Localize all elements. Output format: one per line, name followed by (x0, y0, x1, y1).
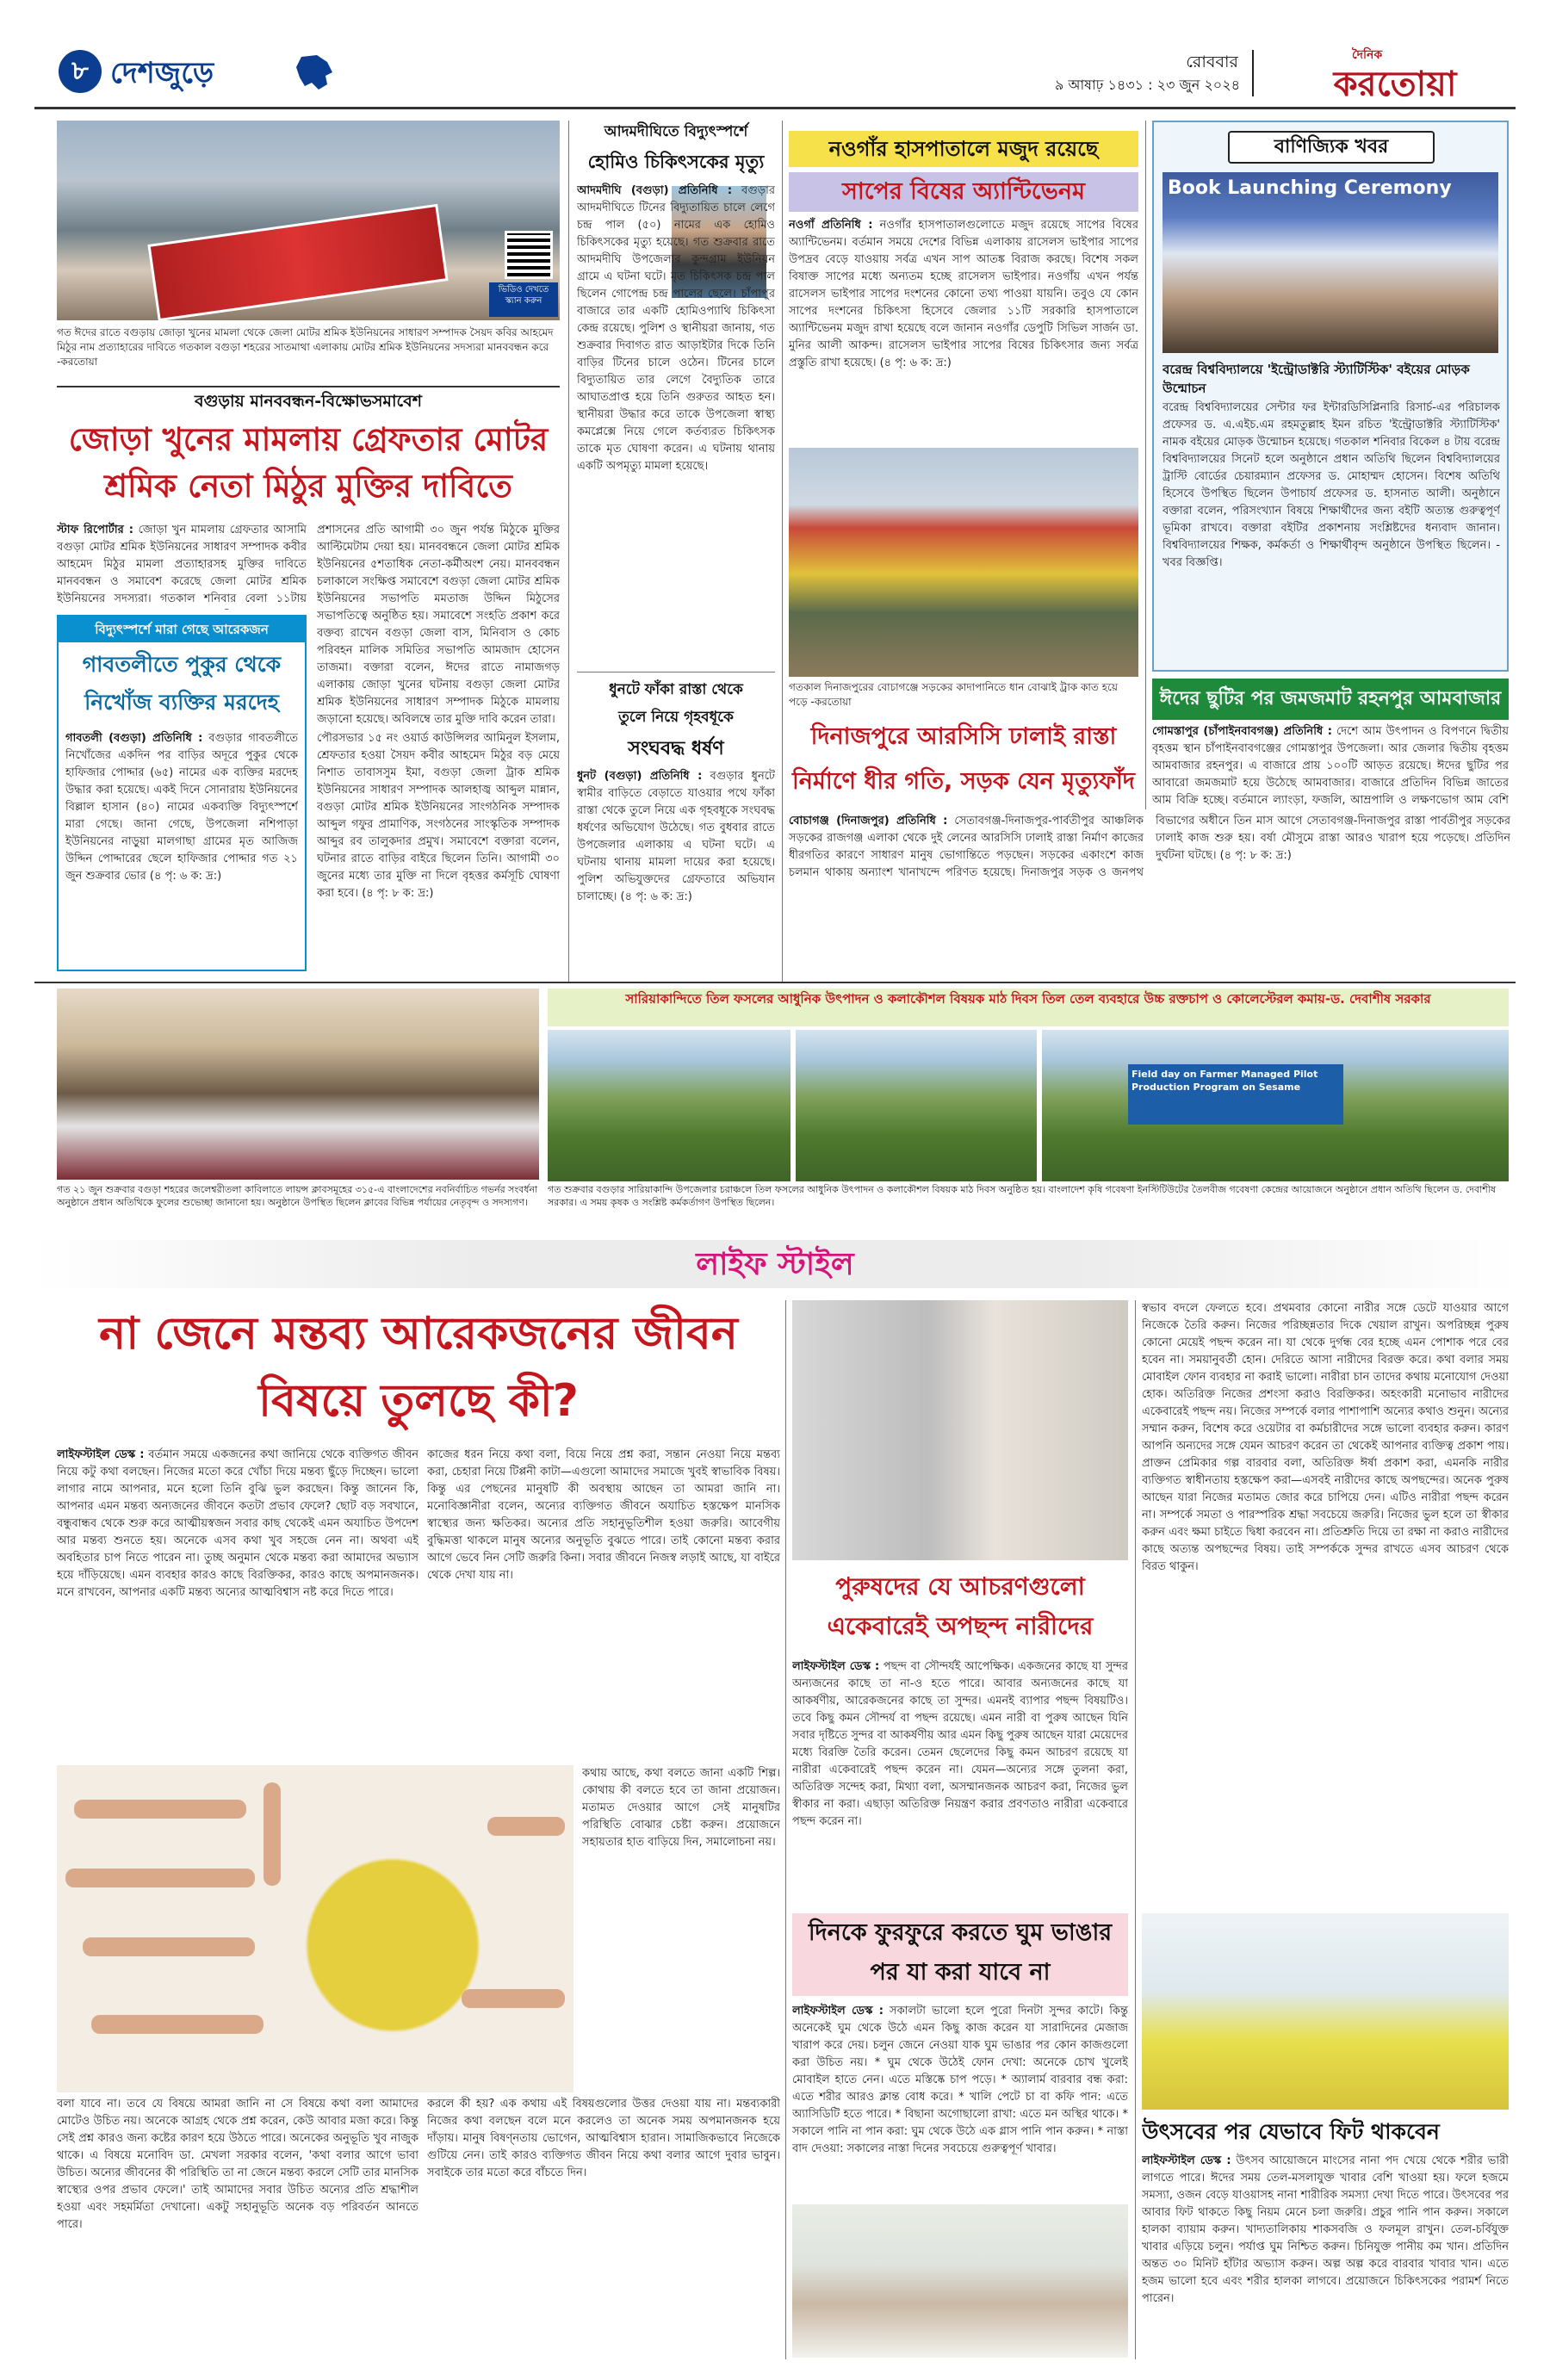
col-divider-2 (782, 121, 783, 982)
dhunat-kicker: ধুনটে ফাঁকা রাস্তা থেকে (609, 681, 743, 698)
lead-caption-credit: -করতোয়া (57, 356, 98, 368)
sleep-headline: দিনকে ফুরফুরে করতে ঘুম ভাঙার পর যা করা যাবে না (792, 1913, 1128, 1996)
dhunat-headline: সংঘবদ্ধ ধর্ষণ (628, 738, 724, 759)
lifestyle-section-head: লাইফ স্টাইল (696, 1246, 854, 1282)
protest-banner (147, 204, 448, 320)
morning-stretch-photo (792, 2204, 1128, 2358)
sleep-body: লাইফস্টাইল ডেস্ক : সকালটা ভালো হলে পুরো দিনটা সুন্দর কাটে। কিন্তু অনেকেই ঘুম থেকে উঠে এমন কিছু কাজ করেন যা সারাদিনের মেজাজ খারাপ করে দেয়। চলুন জেনে নেওয়া যাক ঘুম ভাঙার পর কোন কাজগুলো করা উচিত নয়। * ঘুম থেকে উঠেই ফোন দেখা: অনেকে চোখ খুলেই মোবাইল হাতে নেন। এতে মস্তিষ্কে চাপ পড়ে। * অ্যালার্ম বারবার বন্ধ করা: এতে শরীর আরও ক্লান্ত বোধ করে। * খালি পেটে চা বা কফি পান: এতে অ্যাসিডিটি হতে পারে। * বিছানা অগোছালো রাখা: এতে মন অস্থির থাকে। * সকালে পানি না পান করা: ঘুম থেকে উঠে এক গ্লাস পানি পান করুন। * নাস্তা বাদ দেওয়া: সকালের নাস্তা দিনের সবচেয়ে গুরুত্বপূর্ণ খাবার। (792, 2005, 1128, 2155)
naogaon-headline: সাপের বিষের অ্যান্টিভেনম (789, 172, 1138, 212)
adamdighi-headline: হোমিও চিকিৎসকের মৃত্যু (587, 152, 765, 172)
lifestyle-main-body-col4: বলা যাবে না। তবে যে বিষয়ে আমরা জানি না সে বিষয়ে কথা বলা আমাদের মোটেও উচিত নয়। অনেকে আগ্রহ থেকে প্রশ্ন করেন, কেউ আবার মজা করে। কিন্তু সেই প্রশ্ন কারও জন্য কষ্টের কারণ হয়ে উঠতে পারে। অনেকের অনুভূতি খুব নাজুক থাকে। এ বিষয়ে মনোবিদ ডা. মেখলা সরকার বলেন, 'কথা বলার আগে ভাবা উচিত। অন্যের জীবনের কী পরিস্থিতি তা না জেনে মন্তব্য করলে সেটি তার মানসিক স্বাস্থ্যের ওপর প্রভাব ফেলে।' তাই আমাদের সবার উচিত অন্যের প্রতি শ্রদ্ধাশীল হওয়া এবং সহমর্মিতা দেখানো। একটু সহানুভূতি অনেক বড় পরিবর্তন আনতে পারে। (57, 2098, 418, 2231)
lead-body-col2: প্রশাসনের প্রতি আগামী ৩০ জুন পর্যন্ত মিঠুকে মুক্তির আল্টিমেটাম দেয়া হয়। মানববন্ধনে জেলা মোটর শ্রমিক ইউনিয়নের ৫শতাধিক নেতা-কর্মীঅংশ নেয়। মানববন্ধন চলাকালে সংক্ষিপ্ত সমাবেশে বগুড়া জেলা মোটর শ্রমিক ইউনিয়নের সভাপতি মমতাজ উদ্দিন মিঠুসের সভাপতিত্বে অনুষ্ঠিত হয়। সমাবেশে সংহতি প্রকাশ করে বক্তব্য রাখেন বগুড়া জেলা বাস, মিনিবাস ও কোচ পরিবহন মালিক সমিতির সভাপতি আমজাদ হোসেন তাজমা। বক্তারা বলেন, ঈদের রাতে নামাজগড় এলাকায় জোড়া খুনের ঘটনায় বগুড়া জেলা মোটর শ্রমিক ইউনিয়নের সাধারণ সম্পাদক মিঠুকে মামলায় জড়ানো হয়েছে। অবিলম্বে তার মুক্তি দাবি করেন তারা। (317, 524, 560, 726)
lead-photo (57, 121, 560, 320)
truck-caption-credit: -করতোয়া (810, 696, 852, 708)
weekday: রোববার (1186, 53, 1238, 71)
book-launch-banner-text: Book Launching Ceremony (1168, 177, 1452, 199)
festival-body: লাইফস্টাইল ডেস্ক : উৎসব আয়োজনে মাংসের নানা পদ খেয়ে থেকে শরীর ভারী লাগতে পারে। ঈদের সময় তেল-মসলাযুক্ত খাবার বেশি খাওয়া হয়। ফলে হজমে সমস্যা, ওজন বেড়ে যাওয়াসহ নানা শারীরিক সমস্যা দেখা দিতে পারে। উৎসবের পর আবার ফিট থাকতে কিছু নিয়ম মেনে চলা জরুরি। প্রচুর পানি পান করুন। সকালে হালকা ব্যায়াম করুন। খাদ্যতালিকায় শাকসবজি ও ফলমূল রাখুন। তেল-চর্বিযুক্ত খাবার এড়িয়ে চলুন। পর্যাপ্ত ঘুম নিশ্চিত করুন। চিনিযুক্ত পানীয় কম খান। প্রতিদিন অন্তত ৩০ মিনিট হাঁটার অভ্যাস করুন। অল্প অল্প করে বারবার খাবার খান। এতে হজম ভালো হবে এবং শরীর হালকা লাগবে। প্রয়োজনে চিকিৎসকের পরামর্শ নিতে পারেন। (1142, 2154, 1509, 2305)
sesame-caption: গত শুক্রবার বগুড়ার সারিয়াকান্দি উপজেলার চরাঞ্চলে তিল ফসলের আধুনিক উৎপাদন ও কলাকৌশল বিষয়ক মাঠ দিবস অনুষ্ঠিত হয়। বাংলাদেশ কৃষি গবেষণা ইনস্টিটিউটের তৈলবীজ গবেষণা কেন্দ্রের আয়োজনে অনুষ্ঠানে প্রধান অতিথি ছিলেন ড. দেবাশীষ সরকার। এ সময় কৃষক ও সংশ্লিষ্ট কর্মকর্তাগণ উপস্থিত ছিলেন। (548, 1184, 1496, 1208)
lead-headline: জোড়া খুনের মামলায় গ্রেফতার মোটর শ্রমিক নেতা মিঠুর মুক্তির দাবিতে (68, 421, 549, 505)
commerce-body: বরেন্দ্র বিশ্ববিদ্যালয়ের সেন্টার ফর ইন্টারডিসিপ্লিনারি রিসার্চ-এর পরিচালক প্রফেসর ড. এ.এইচ.এম রহমতুল্লাহ ইমন রচিত 'ইন্ট্রোডাক্টরি স্ট্যাটিস্টিক' নামক বইয়ের মোড়ক উন্মোচন হয়েছে। গতকাল শনিবার বিকেল ৪ টায় বরেন্দ্র বিশ্ববিদ্যালয়ের সিনেট হলে অনুষ্ঠানে প্রধান অতিথি ছিলেন বিশ্ববিদ্যালয়ের ট্রাস্টি বোর্ডের চেয়ারম্যান প্রফেসর ড. মোহাম্মদ হোসেন। বিশেষ অতিথি হিসেবে উপস্থিত ছিলেন উপাচার্য প্রফেসর ড. হাসনাত আলী। অনুষ্ঠানে বক্তারা বলেন, পরিসংখ্যান বিষয়ে শিক্ষার্থীদের জন্য বইটি অত্যন্ত গুরুত্বপূর্ণ ভূমিকা রাখবে। বক্তারা বইটির প্রকাশনায় সংশ্লিষ্টদের ধন্যবাদ জানান। বিশ্ববিদ্যালয়ের শিক্ষক, কর্মকর্তা ও শিক্ষার্থীবৃন্দ অনুষ্ঠানে উপস্থিত ছিলেন। - খবর বিজ্ঞপ্তি। (1162, 401, 1500, 569)
men-body: লাইফস্টাইল ডেস্ক : পছন্দ বা সৌন্দর্যই আপেক্ষিক। একজনের কাছে যা সুন্দর অন্যজনের কাছে তা না-ও হতে পারে। আবার অন্যজনের কাছে যা আকর্ষণীয়, আরেকজনের কাছে তা সুন্দর। এমনই ব্যাপার পছন্দ বিষয়টিও। তবে কিছু কমন সৌন্দর্য বা পছন্দ রয়েছে। এমন নারী বা পুরুষ আছেন যিনি সবার দৃষ্টিতে সুন্দর বা আকর্ষণীয় আর এমন কিছু পুরুষ আছেন যারা মেয়েদের মধ্যে বিরক্তি তৈরি করেন। তেমন ছেলেদের কিছু কমন আচরণ রয়েছে যা নারীরা একেবারেই পছন্দ করেন না। যেমন—অন্যের সঙ্গে তুলনা করা, অতিরিক্ত সন্দেহ করা, মিথ্যা বলা, অসম্মানজনক আচরণ করা, নিজের ভুল স্বীকার না করা। এছাড়া অতিরিক্ত নিয়ন্ত্রণ করার প্রবণতাও নারীরা একেবারে পছন্দ করেন না। (792, 1660, 1128, 1828)
mango-body: গোমস্তাপুর (চাঁপাইনবাবগঞ্জ) প্রতিনিধি : দেশে আম উৎপাদন ও বিপণনে দ্বিতীয় বৃহত্তম স্থান চাঁপাইনবাবগঞ্জের গোমস্তাপুর উপজেলা। আর জেলার দ্বিতীয় বৃহত্তম আমবাজার রহনপুর। এ বাজারে প্রায় ১০০টি আড়ত রয়েছে। ঈদের ছুটির পর আবারো জমজমাট হয়ে উঠেছে আমবাজার। বাজারে প্রতিদিন বিভিন্ন জাতের আম বিক্রি হচ্ছে। বর্তমানে ল্যাংড়া, ফজলি, আম্রপালি ও লক্ষণভোগ আম বেশি (1152, 725, 1509, 807)
festival-headline: উৎসবের পর যেভাবে ফিট থাকবেন (1142, 2119, 1440, 2144)
commerce-headline: বরেন্দ্র বিশ্ববিদ্যালয়ে 'ইন্ট্রোডাক্টরি স্ট্যাটিস্টিক' বইয়ের মোড়ক উন্মোচন (1162, 362, 1470, 396)
lifestyle-main-headline: না জেনে মন্তব্য আরেকজনের জীবন বিষয়ে তুলছে কী? (99, 1308, 738, 1427)
qr-code (505, 231, 553, 279)
lead-body-col3: পৌরসভার ১৫ নং ওয়ার্ড কাউন্সিলর আমিনুল ইসলাম, শ্রেফতার হওয়া সৈয়দ কবীর আহমেদ মিঠুর বড় মেয়ে নিশাত তাবাসসুম ইমা, বগুড়া জেলা ট্রাক শ্রমিক ইউনিয়নের সাধারণ সম্পাদক আলহাজ্ব আব্দুল মান্নান, বগুড়া মোটর শ্রমিক ইউনিয়নের সাংগঠনিক সম্পাদক আব্দুল গফুর প্রামাণিক, সংগঠনের সাংস্কৃতিক সম্পাদক আব্দুর রব তালুকদার প্রমুখ। সমাবেশে বক্তারা বলেন, ঘটনার রাতে বাড়ির বাইরে ছিলেন তিনি। আগামী ৩০ জুনের মধ্যে তার মুক্তি না দিলে বৃহত্তর কর্মসূচি ঘোষণা করা হবে। (৪ পৃ: ৮ ক: দ্র:) (317, 732, 560, 900)
bangladesh-map-icon (293, 53, 336, 91)
mango-headline: ঈদের ছুটির পর জমজমাট রহনপুর আমবাজার (1152, 679, 1509, 720)
sesame-headline: সারিয়াকান্দিতে তিল ফসলের আধুনিক উৎপাদন ও কলাকৌশল বিষয়ক মাঠ দিবস তিল তেল ব্যবহারে উচ্চ রক্তচাপ ও কোলেস্টেরল কমায়-ড. দেবাশীষ সরকার (548, 989, 1509, 1026)
lead-caption: গত ঈদের রাতে বগুড়ায় জোড়া খুনের মামলা থেকে জেলা মোটর শ্রমিক ইউনিয়নের সাধারণ সম্পাদক সৈয়দ কবির আহমেদ মিঠুর নাম প্রত্যাহারের দাবিতে গতকাল বগুড়া শহরের সাতমাথা এলাকায় মোটর শ্রমিক ইউনিয়নের সদস্যরা মানববন্ধন করে -করতোয়া (57, 326, 554, 368)
fitness-photo (1142, 1913, 1509, 2110)
col-divider-3 (1145, 121, 1146, 809)
couple-photo (792, 1300, 1128, 1560)
dhunat-sub: তুলে নিয়ে গৃহবধূকে (618, 709, 734, 726)
dinajpur-body: বোচাগঞ্জ (দিনাজপুর) প্রতিনিধি : সেতাবগঞ্জ-দিনাজপুর-পার্বতীপুর আঞ্চলিক সড়কের রাজগঞ্জ এলাকা থেকে দুই লেনের আরসিসি ঢালাই রাস্তা নির্মাণ কাজের ধীরগতির কারণে সাধারণ মানুষ ভোগান্তিতে পড়ছেন। সড়কের একাংশে কাজ চলমান থাকায় অন্যাংশ খানাখন্দে পরিণত হয়েছে। দিনাজপুর সড়ক ও জনপথ বিভাগের অধীনে তিন মাস আগে সেতাবগঞ্জ-দিনাজপুর রাস্তা পার্বতীপুর সড়কের ঢালাই কাজ শুরু হয়। বর্ষা মৌসুমে রাস্তা আরও খারাপ হয়ে পড়েছে। প্রতিদিন দুর্ঘটনা ঘটছে। (৪ পৃ: ৮ ক: দ্র:) (789, 815, 1510, 879)
dinajpur-headline: দিনাজপুরে আরসিসি ঢালাই রাস্তা নির্মাণে ধীর গতি, সড়ক যেন মৃত্যুফাঁদ (792, 723, 1135, 795)
naogaon-body: নওগাঁ প্রতিনিধি : নওগাঁর হাসপাতালগুলোতে মজুদ রয়েছে সাপের বিষের অ্যান্টিভেনম। বর্তমান সময়ে দেশের বিভিন্ন এলাকায় রাসেলস ভাইপার সাপের উপদ্রব বেড়ে যাওয়ায় সর্বত্র এখন সাপ আতঙ্ক বিরাজ করছে। বিশেষ সকল বিষাক্ত সাপের মধ্যে অন্যতম হচ্ছে রাসেলস ভাইপার। নওগাঁয় এখন পর্যন্ত রাসেলস ভাইপার সাপের দংশনের কোনো তথ্য পাওয়া যায়নি। তবুও যে কোন সাপের দংশনের চিকিৎসা হিসেবে জেলার ১১টি সরকারি হাসপাতালে অ্যান্টিভেনম মজুদ রাখা হয়েছে বলে জানান নওগাঁর ডেপুটি সিভিল সার্জন ডা. মুনির আলী আকন্দ। রাসেলস ভাইপার সাপের বিষের চিকিৎসার জন্য সর্বত্র প্রস্তুতি রাখা হয়েছে। (৪ পৃ: ৬ ক: দ্র:) (789, 219, 1138, 369)
date-line: ৯ আষাঢ় ১৪৩১ : ২৩ জুন ২০২৪ (1055, 77, 1240, 93)
col-divider-1 (568, 121, 569, 982)
lead-kicker: বগুড়ায় মানববন্ধন-বিক্ষোভসমাবেশ (57, 386, 560, 410)
adamdighi-body: আদমদীঘি (বগুড়া) প্রতিনিধি : বগুড়ার আদমদীঘিতে টিনের বিদ্যুতায়িত চালে লেগে চন্দ্র পাল (৫০) নামের এক হোমিও চিকিৎসকের মৃত্যু হয়েছে। গত শুক্রবার রাতে আদমদীঘি উপজেলার কুন্দগ্রাম ইউনিয়ন গ্রামে এ ঘটনা ঘটে। মৃত চিকিৎসক চন্দ্র পাল ছিলেন গোপেন্দ্র চন্দ্র পালের ছেলে। চাঁপাপুর বাজারে তার একটি হোমিওপ্যাথি চিকিৎসা কেন্দ্র রয়েছে। পুলিশ ও স্থানীয়রা জানায়, গত শুক্রবার দিবাগত রাত আড়াইটার দিকে তিনি বাড়ির টিনের চালে ওঠেন। টিনের চালে বিদ্যুতায়িত তার লেগে বৈদ্যুতিক তারে আঘাতপ্রাপ্ত হয়ে তিনি গুরুতর আহত হন। স্থানীয়রা উদ্ধার করে তাকে উপজেলা স্বাস্থ্য কমপ্লেক্সে নিয়ে গেলে কর্তব্যরত চিকিৎসক তাকে মৃত ঘোষণা করেন। এ ঘটনায় থানায় একটি অপমৃত্যু মামলা হয়েছে। (577, 184, 775, 473)
paper-name-small: দৈনিক (1352, 48, 1383, 62)
lifestyle-main-body-col3: কথায় আছে, কথা বলতে জানা একটি শিল্প। কোথায় কী বলতে হবে তা জানা প্রয়োজন। মতামত দেওয়ার আগে সেই মানুষটির পরিস্থিতি বোঝার চেষ্টা করুন। প্রয়োজনে সহায়তার হাত বাড়িয়ে দিন, সমালোচনা নয়। (582, 1767, 780, 1849)
col-divider-5 (1135, 1300, 1136, 2359)
strip-rule (34, 982, 1516, 983)
section-name: দেশজুড়ে (110, 56, 214, 90)
field-day-sign: Field day on Farmer Managed Pilot Production Program on Sesame (1128, 1064, 1343, 1125)
sesame-field-photo-1 (548, 1030, 790, 1181)
sesame-field-photo-3 (1042, 1030, 1509, 1181)
qr-note: ভিডিও দেখতে স্ক্যান করুন (489, 282, 558, 317)
masthead (34, 43, 1516, 103)
truck-caption: গতকাল দিনাজপুরের বোচাগঞ্জে সড়কের কাদাপানিতে ধান বোঝাই ট্রাক কাত হয়ে পড়ে -করতোয়া (789, 681, 1118, 708)
book-launch-photo (1162, 172, 1498, 353)
gabtoli-headline: গাবতলীতে পুকুর থেকে নিখোঁজ ব্যক্তির মরদেহ (82, 652, 282, 715)
paper-name: করতোয়া (1333, 65, 1457, 100)
lions-club-caption: গত ২১ জুন শুক্রবার বগুড়া শহরের জলেশ্বরীতলা কাবিলাতে লায়ন্স ক্লাবসমূহের ৩১৫-এ বাংলাদেশের নবনির্বাচিত গভর্নর সংবর্ধনা অনুষ্ঠানে প্রধান অতিথিকে ফুলের শুভেচ্ছা জানানো হয়। অনুষ্ঠানে উপস্থিত ছিলেন ক্লাবের বিভিন্ন পর্যায়ের নেতৃবৃন্দ ও সদস্যগণ। (57, 1184, 538, 1208)
gabtoli-body: গাবতলী (বগুড়া) প্রতিনিধি : বগুড়ার গাবতলীতে নিখোঁজের একদিন পর বাড়ির অদূরে পুকুর থেকে হাফিজার পোদ্দার (৬৫) নামের এক ব্যক্তির মরদেহ উদ্ধার করা হয়েছে। একই দিনে সোনারায় ইউনিয়নের বিল্লাল হাসান (৪০) নামের একব্যক্তি বিদ্যুৎস্পর্শে মারা গেছে। জানা গেছে, উপজেলা নশিপাড়া ইউনিয়নের নাড়ুয়া মালগাছা গ্রামের মৃত আজিজ উদ্দিন পোদ্দারের ছেলে হাফিজার পোদ্দার গত ২১ জুন শুক্রবার ভোর (৪ পৃ: ৬ ক: দ্র:) (65, 732, 298, 883)
lead-body-col1: স্টাফ রিপোর্টার : জোড়া খুন মামলায় গ্রেফতার আসামি বগুড়া মোটর শ্রমিক ইউনিয়নের সাধারণ সম্পাদক কবীর আহমেদ মিঠুর মামলা প্রত্যাহারসহ মুক্তির দাবিতে মানববন্ধন ও সমাবেশ করেছে জেলা মোটর শ্রমিক ইউনিয়নের সদস্যরা। গতকাল শনিবার বেলা ১১টায় (57, 524, 307, 605)
pointing-fingers-photo (57, 1765, 574, 2092)
adamdighi-kicker: আদমদীঘিতে বিদ্যুৎস্পর্শে (604, 123, 748, 140)
men-headline: পুরুষদের যে আচরণগুলো একেবারেই অপছন্দ নারীদের (827, 1572, 1094, 1640)
sesame-field-photo-2 (796, 1030, 1037, 1181)
dhunat-body: ধুনট (বগুড়া) প্রতিনিধি : বগুড়ার ধুনটে স্বামীর বাড়িতে বেড়াতে যাওয়ার পথে ফাঁকা রাস্তা থেকে তুলে নিয়ে এক গৃহবধূকে সংঘবদ্ধ ধর্ষণের অভিযোগ উঠেছে। গত বুধবার রাতে উপজেলার এলাকায় এ ঘটনা ঘটে। এ ঘটনায় থানায় মামলা দায়ের করা হয়েছে। পুলিশ অভিযুক্তদের গ্রেফতারে অভিযান চালাচ্ছে। (৪ পৃ: ৬ ক: দ্র:) (577, 770, 775, 903)
masthead-divider (1252, 50, 1254, 96)
masthead-rule (34, 107, 1516, 109)
men-body-continued: স্বভাব বদলে ফেলতে হবে। প্রথমবার কোনো নারীর সঙ্গে ডেটে যাওয়ার আগে নিজেকে তৈরি করুন। নিজের পরিচ্ছন্নতার দিকে খেয়াল রাখুন। অপরিচ্ছন্ন পুরুষ কোনো মেয়েই পছন্দ করেন না। যা থেকে দুর্গন্ধ বের হচ্ছে এমন পোশাক পরে বের হবেন না। সময়ানুবর্তী হোন। দেরিতে আসা নারীদের বিরক্ত করে। কথা বলার সময় মোবাইল ফোন ব্যবহার না করাই ভালো। নারীরা চান তাদের কথায় মনোযোগ দেওয়া হোক। অতিরিক্ত নিজের প্রশংসা করাও বিরক্তিকর। অহংকারী মনোভাব নারীদের একেবারেই পছন্দ নয়। নিজের সম্পর্কে বলার পাশাপাশি অন্যের কথাও শুনুন। অন্যের সম্মান করুন, বিশেষ করে ওয়েটার বা কর্মচারীদের সঙ্গে ভালো ব্যবহার করুন। কারণ আপনি অন্যদের সঙ্গে যেমন আচরণ করেন তা থেকেই আপনার ব্যক্তিত্ব প্রকাশ পায়। প্রাক্তন প্রেমিকার গল্প বারবার বলা, অতিরিক্ত ঈর্ষা প্রকাশ করা, এমনকি নারীর ব্যক্তিগত স্বাধীনতায় হস্তক্ষেপ করা—এসবই নারীদের কাছে অপছন্দের। অনেক পুরুষ আছেন যারা নিজের মতামত জোর করে চাপিয়ে দেন। এটিও নারীরা পছন্দ করেন না। সম্পর্কে সমতা ও পারস্পরিক শ্রদ্ধা সবচেয়ে জরুরি। নিজের ভুল হলে তা স্বীকার করুন এবং ক্ষমা চাইতে দ্বিধা করবেন না। প্রতিশ্রুতি দিয়ে তা রক্ষা না করাও নারীদের কাছে অত্যন্ত অপছন্দের বিষয়। তাই সম্পর্ককে সুন্দর রাখতে এসব আচরণ থেকে বিরত থাকুন। (1142, 1302, 1509, 1573)
lifestyle-main-body-col2: কাজের ধরন নিয়ে কথা বলা, বিয়ে নিয়ে প্রশ্ন করা, সন্তান নেওয়া নিয়ে মন্তব্য করা, চেহারা নিয়ে টিপ্পনী কাটা—এগুলো আমাদের সমাজে খুবই স্বাভাবিক বিষয়। কিন্তু এর পেছনের মানুষটি কী অবস্থায় আছেন তা আমরা জানি না। মনোবিজ্ঞানীরা বলেন, অন্যের ব্যক্তিগত জীবনে অযাচিত হস্তক্ষেপ মানসিক স্বাস্থ্যের জন্য ক্ষতিকর। অন্যের প্রতি সহানুভূতিশীল হওয়া জরুরি। আবেগীয় বুদ্ধিমত্তা থাকলে মানুষ অন্যের অনুভূতি বুঝতে পারে। তাই কোনো মন্তব্য করার আগে ভেবে নিন সেটি জরুরি কিনা। সবার জীবনে নিজস্ব লড়াই আছে, যা বাইরে থেকে দেখা যায় না। (427, 1448, 780, 1582)
gabtoli-kicker: বিদ্যুৎস্পর্শে মারা গেছে আরেকজন (59, 617, 305, 642)
gabtoli-box (57, 615, 307, 971)
col-divider-4 (785, 1300, 786, 2359)
naogaon-kicker: নওগাঁর হাসপাতালে মজুদ রয়েছে (789, 131, 1138, 167)
page-number-badge: ৮ (59, 50, 102, 93)
truck-photo (789, 448, 1138, 677)
lions-club-photo (57, 989, 539, 1180)
lifestyle-main-body-col1: লাইফস্টাইল ডেস্ক : বর্তমান সময়ে একজনের কথা জানিয়ে থেকে ব্যক্তিগত জীবন নিয়ে কটু কথা বলছেন। নিজের মতো করে খোঁচা দিয়ে মন্তব্য ছুঁড়ে দিচ্ছেন। ভালো লাগার নামে আপনার, মনে হলো তিনি বুঝি ভুল করছেন। কিন্তু জানেন কি, আপনার এমন মন্তব্য অন্যজনের জীবনে কতটা প্রভাব ফেলে? ছোট বড় সবখানে, বন্ধুবান্ধব থেকে শুরু করে আত্মীয়স্বজন সবার কাছ থেকেই এমন অযাচিত উপদেশ আর মন্তব্য শুনতে হয়। অনেকে এসব কথা খুব সহজে নেন না। অথবা এই অবহিতার চাপ নিতে পারেন না। তুচ্ছ অনুমান থেকে মন্তব্য করা আমাদের অভ্যাস হয়ে দাঁড়িয়েছে। এমন ব্যবহার কারও কাছে বিরক্তিকর, কারও কাছে অপমানজনক। মনে রাখবেন, আপনার একটি মন্তব্য অন্যের আত্মবিশ্বাস নষ্ট করে দিতে পারে। (57, 1448, 418, 1599)
lifestyle-main-body-col5: করলে কী হয়? এক কথায় এই বিষয়গুলোর উত্তর দেওয়া যায় না। মন্তব্যকারী নিজের কথা বলছেন বলে মনে করলেও তা অনেক সময় অপমানজনক হয়ে দাঁড়ায়। মানুষ বিষণ্নতায় ভোগেন, আত্মবিশ্বাস হারান। সামাজিকভাবে নিজেকে গুটিয়ে নেন। তাই কারও ব্যক্তিগত জীবন নিয়ে কথা বলার আগে দুবার ভাবুন। সবাইকে তার মতো করে বাঁচতে দিন। (427, 2098, 780, 2179)
commerce-box (1152, 121, 1509, 672)
commerce-section-head: বাণিজ্যিক খবর (1228, 131, 1435, 164)
